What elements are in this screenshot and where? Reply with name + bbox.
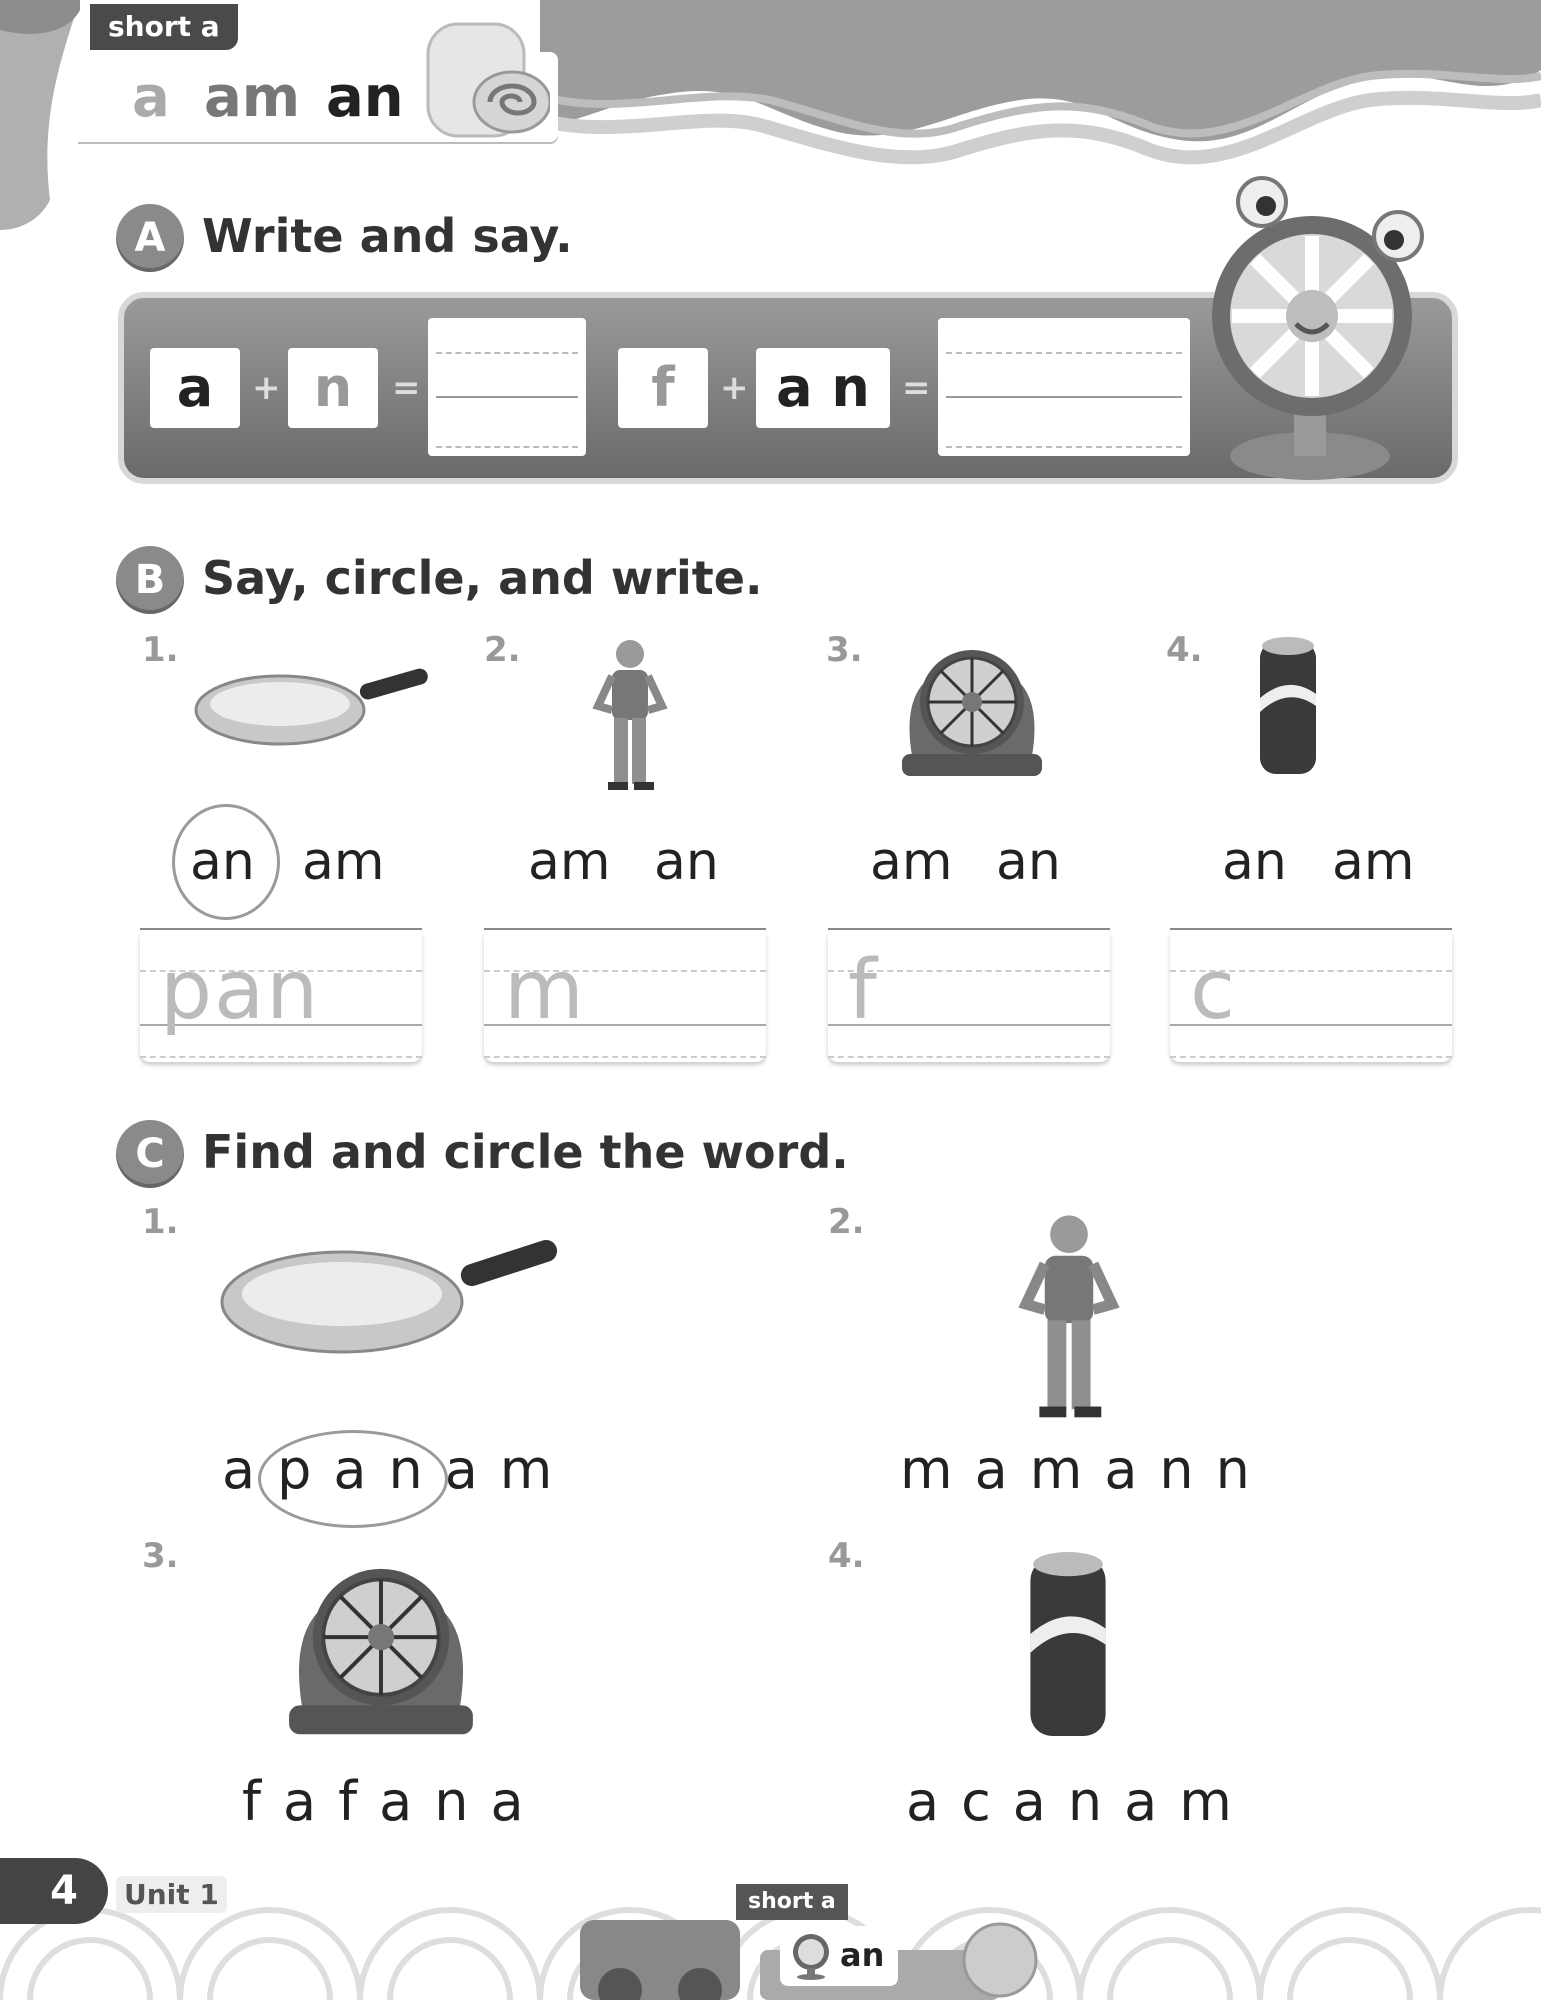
c-can-icon	[1006, 1548, 1130, 1744]
eq1-answer-box[interactable]	[428, 318, 586, 456]
banner-word-a: a	[132, 65, 170, 130]
c-item-2-letters	[900, 1440, 1272, 1500]
letter[interactable]: a	[490, 1770, 546, 1833]
eq1-left-tile: a	[150, 348, 240, 428]
page-number-tab: 4	[0, 1858, 108, 1924]
footer-word: an	[840, 1936, 885, 1974]
letter[interactable]: n	[1159, 1438, 1216, 1501]
letter[interactable]: a	[1124, 1770, 1180, 1833]
letter[interactable]: p	[277, 1438, 334, 1501]
topic-tag	[90, 4, 238, 50]
c-item-1-number: 1.	[142, 1202, 179, 1242]
footer-fan-icon	[788, 1930, 834, 1980]
b-item-2-trace-letter: m	[504, 943, 586, 1038]
eq1-right-tile: n	[288, 348, 378, 428]
letter[interactable]: a	[1104, 1438, 1160, 1501]
c-frying-pan-icon	[212, 1232, 562, 1362]
footer-topic-tag: short a	[736, 1884, 848, 1920]
b-item-3-trace-letter: f	[848, 943, 879, 1038]
b-frying-pan-icon	[190, 660, 430, 760]
eq1-equals: =	[392, 368, 421, 408]
b-item-2-number: 2.	[484, 630, 521, 670]
section-b-title: Say, circle, and write.	[202, 551, 763, 605]
letter[interactable]: a	[333, 1438, 389, 1501]
letter[interactable]: n	[1215, 1438, 1272, 1501]
letter[interactable]: f	[242, 1770, 284, 1833]
eq2-right-tile: a n	[756, 348, 890, 428]
b-item-2-choice-1[interactable]: am	[528, 832, 611, 892]
unit-label: Unit 1	[116, 1876, 227, 1913]
eq2-plus: +	[720, 368, 749, 408]
b-can-icon	[1256, 634, 1320, 780]
b-item-3-number: 3.	[826, 630, 863, 670]
b-item-4-choice-1[interactable]: an	[1222, 832, 1287, 892]
letter[interactable]: m	[900, 1438, 975, 1501]
section-a-title: Write and say.	[202, 209, 573, 263]
banner-word-am: am	[204, 65, 301, 130]
scroll-roll-icon	[420, 16, 550, 144]
section-a-badge: A	[116, 204, 184, 272]
b-item-3-choice-2[interactable]: an	[996, 832, 1061, 892]
b-item-4-choice-2[interactable]: am	[1332, 832, 1415, 892]
eq1-plus: +	[252, 368, 281, 408]
section-c-badge: C	[116, 1120, 184, 1188]
letter[interactable]: a	[222, 1438, 278, 1501]
letter[interactable]: m	[1179, 1770, 1254, 1833]
letter[interactable]: f	[338, 1770, 380, 1833]
letter[interactable]: m	[499, 1438, 575, 1501]
section-b-badge: B	[116, 546, 184, 614]
letter[interactable]: a	[283, 1770, 339, 1833]
b-item-2-choice-2[interactable]: an	[654, 832, 719, 892]
fan-mascot-icon	[1200, 166, 1460, 496]
b-item-3-write-box[interactable]	[828, 928, 1110, 1062]
b-item-4-number: 4.	[1166, 630, 1203, 670]
eq2-equals: =	[902, 368, 931, 408]
c-item-4-number: 4.	[828, 1536, 865, 1576]
b-item-1-choice-2[interactable]: am	[302, 832, 385, 892]
c-item-3-letters	[242, 1772, 546, 1832]
letter[interactable]: m	[1029, 1438, 1105, 1501]
c-item-1-letters	[222, 1440, 574, 1500]
b-item-1-write-box[interactable]	[140, 928, 422, 1062]
letter[interactable]: a	[379, 1770, 435, 1833]
b-fan-icon	[892, 636, 1052, 780]
letter[interactable]: a	[974, 1438, 1030, 1501]
c-man-icon	[1014, 1210, 1124, 1420]
c-item-3-number: 3.	[142, 1536, 179, 1576]
b-item-4-trace-letter: c	[1190, 943, 1238, 1038]
b-item-3-choice-1[interactable]: am	[870, 832, 953, 892]
b-item-2-write-box[interactable]	[484, 928, 766, 1062]
eq2-answer-box[interactable]	[938, 318, 1190, 456]
c-item-4-letters	[906, 1772, 1254, 1832]
b-item-1-trace-word: pan	[160, 943, 321, 1038]
letter[interactable]: a	[1012, 1770, 1068, 1833]
b-item-4-write-box[interactable]	[1170, 928, 1452, 1062]
section-c-title: Find and circle the word.	[202, 1125, 849, 1179]
c-item-2-number: 2.	[828, 1202, 865, 1242]
b-item-1-number: 1.	[142, 630, 179, 670]
letter[interactable]: a	[906, 1770, 962, 1833]
eq2-left-tile: f	[618, 348, 708, 428]
b-item-1-choice-1[interactable]: an	[190, 832, 255, 892]
c-fan-icon	[276, 1550, 486, 1740]
letter[interactable]: n	[1067, 1770, 1125, 1833]
banner-word-an: an	[326, 65, 404, 130]
topic-tag-label: short a	[108, 10, 220, 43]
letter[interactable]: c	[961, 1770, 1013, 1833]
b-man-icon	[590, 636, 670, 792]
letter[interactable]: n	[434, 1770, 491, 1833]
letter[interactable]: n	[388, 1438, 445, 1501]
letter[interactable]: a	[444, 1438, 500, 1501]
